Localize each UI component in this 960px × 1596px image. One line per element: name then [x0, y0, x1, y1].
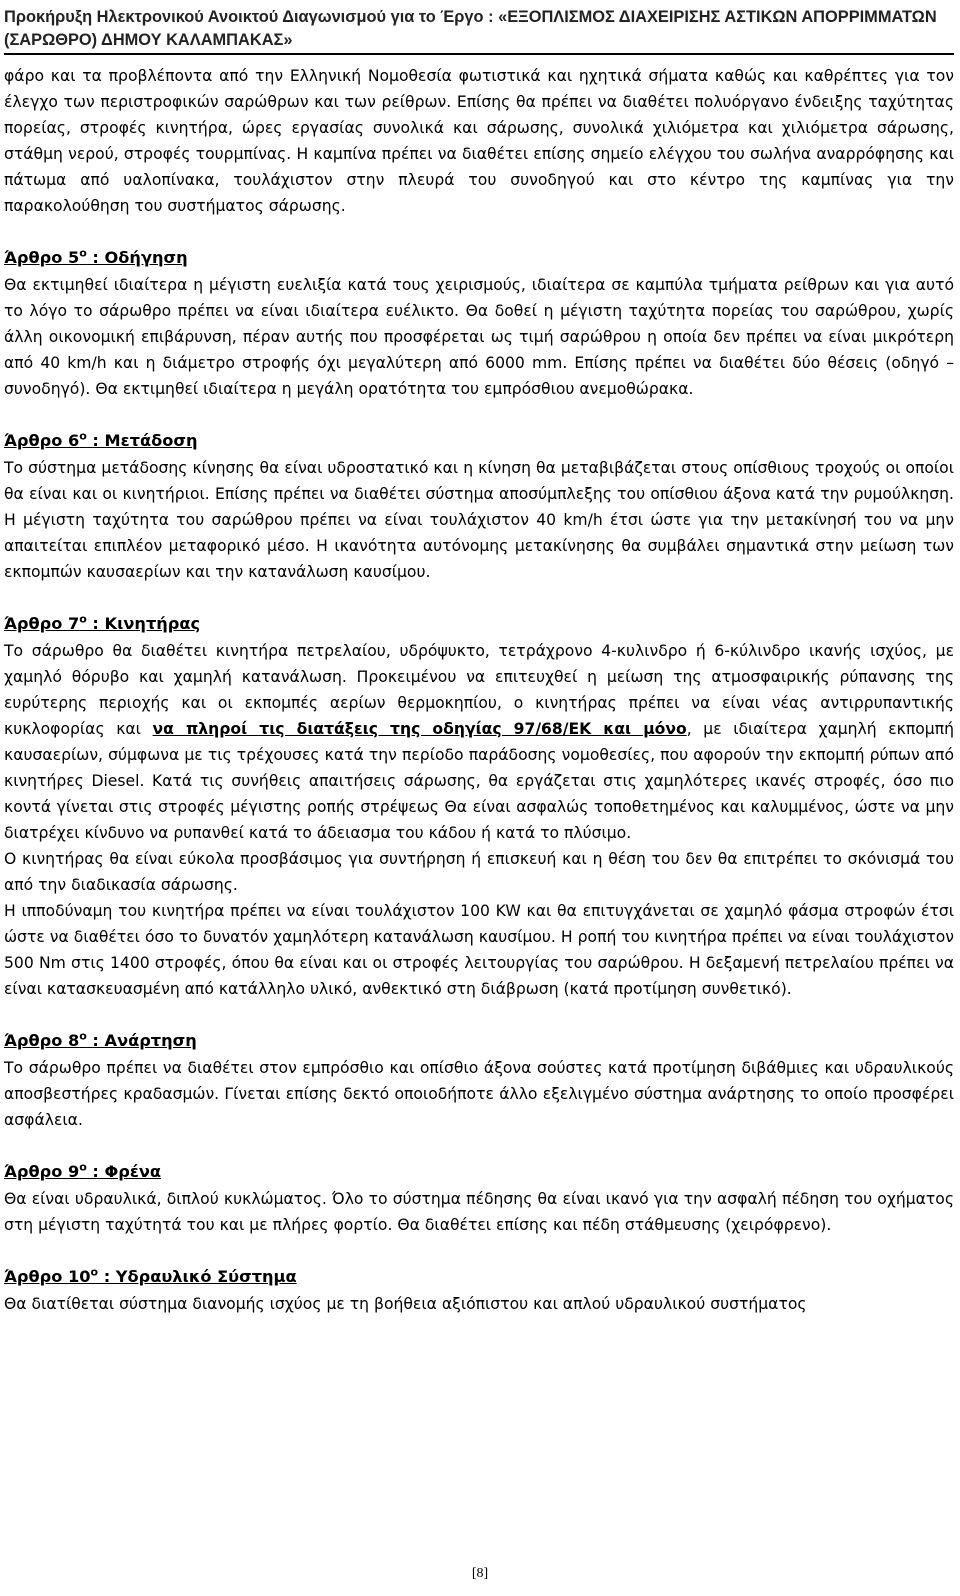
article-10-heading-name: : Υδραυλικό Σύστημα [98, 1267, 297, 1286]
article-5-heading-name: : Οδήγηση [86, 248, 188, 267]
article-7 [4, 611, 954, 1002]
article-10-heading [4, 1264, 954, 1290]
article-5-heading-sup: ο [79, 246, 87, 260]
article-9-heading-name: : Φρένα [86, 1162, 162, 1181]
article-6-heading [4, 428, 954, 454]
intro-paragraph: φάρο και τα προβλέποντα από την Ελληνική Νομοθεσία φωτιστικά και ηχητικά σήματα καθώς και καθρέπτες για τον έλεγχο των περιστροφικών σαρώθρων και των ρείθρων. Επίσης θα πρέπει να διαθέτει πολυόργανο ένδειξης ταχύτητας πορείας, στροφές κινητήρα, ώρες εργασίας συνολικά και σάρωσης, συνολικά χιλιόμετρα και χιλιόμετρα σάρωσης, στάθμη νερού, στροφές τουρμπίνας. Η καμπίνα πρέπει να διαθέτει επίσης σημείο ελέγχου του σωλήνα αναρρόφησης και πάτωμα από υαλοπίνακα, τουλάχιστον στην πλευρά του συνοδηγού και στο κέντρο της καμπίνας για την παρακολούθηση του συστήματος σάρωσης. [4, 67, 954, 215]
article-8-paragraph: Το σάρωθρο πρέπει να διαθέτει στον εμπρόσθιο και οπίσθιο άξονα σούστες κατά προτίμηση διβάθμιες και υδραυλικούς αποσβεστήρες κραδασμών. Γίνεται επίσης δεκτό οποιοδήποτε άλλο εξελιγμένο σύστημα ανάρτησης το οποίο προσφέρει ασφάλεια. [4, 1059, 954, 1129]
article-8-heading-text: Άρθρο 8 [4, 1031, 80, 1050]
article-5-heading-text: Άρθρο 5 [4, 248, 80, 267]
article-8-heading [4, 1028, 954, 1054]
article-8 [4, 1028, 954, 1133]
article-5-heading [4, 245, 954, 271]
article-5 [4, 245, 954, 402]
article-8-heading-sup: ο [79, 1029, 87, 1043]
article-10-heading-sup: ο [90, 1265, 99, 1279]
article-6-paragraph: Το σύστημα μετάδοσης κίνησης θα είναι υδροστατικό και η κίνηση θα μεταβιβάζεται στους οπίσθιους τροχούς οι οποίοι θα είναι και οι κινητήριοι. Επίσης πρέπει να διαθέτει σύστημα αποσύμπλεξης του οπίσθιου άξονα κατά την ρυμούλκηση. Η μέγιστη ταχύτητα του σαρώθρου πρέπει να είναι τουλάχιστον 40 km/h έτσι ώστε για την μετακίνησή του να μην απαιτείται επιπλέον μεταφορικό μέσο. Η ικανότητα αυτόνομης μετακίνησης θα συμβάλει σημαντικά στην μείωση των εκπομπών καυσαερίων και την κατανάλωση καυσίμου. [4, 459, 954, 581]
article-6 [4, 428, 954, 585]
article-7-heading [4, 611, 954, 637]
article-7-paragraph-3: Η ιπποδύναμη του κινητήρα πρέπει να είναι τουλάχιστον 100 KW και θα επιτυγχάνεται σε χαμηλό φάσμα στροφών έτσι ώστε να διαθέτει όσο το δυνατόν χαμηλότερη κατανάλωση καυσίμου. Η ροπή του κινητήρα πρέπει να είναι τουλάχιστον 500 Nm στις 1400 στροφές, όπου θα είναι και οι στροφές λειτουργίας του σαρώθρου. Η δεξαμενή πετρελαίου πρέπει να είναι κατασκευασμένη από κατάλληλο υλικό, ανθεκτικό στη διάβρωση (κατά προτίμηση συνθετικό). [4, 902, 954, 998]
article-6-heading-text: Άρθρο 6 [4, 431, 80, 450]
article-9-heading [4, 1159, 954, 1185]
article-9-heading-sup: ο [79, 1160, 87, 1174]
article-5-paragraph: Θα εκτιμηθεί ιδιαίτερα η μέγιστη ευελιξία κατά τους χειρισμούς, ιδιαίτερα σε καμπύλα τμήματα ρείθρων και για αυτό το λόγο το σάρωθρο πρέπει να είναι ιδιαίτερα ευέλικτο. Θα δοθεί η μέγιστη ταχύτητα πορείας του σαρώθρου, χωρίς άλλη οικονομική επιβάρυνση, πέραν αυτής που προσφέρεται ως τιμή σαρώθρου η οποία δεν πρέπει να είναι μικρότερη από 40 km/h και η διάμετρο στροφής όχι μεγαλύτερη από 6000 mm. Επίσης πρέπει να διαθέτει δύο θέσεις (οδηγό – συνοδηγό). Θα εκτιμηθεί ιδιαίτερα η μεγάλη ορατότητα του εμπρόσθιου ανεμοθώρακα. [4, 276, 954, 398]
article-10-heading-text: Άρθρο 10 [4, 1267, 91, 1286]
article-10 [4, 1264, 954, 1317]
article-7-heading-name: : Κινητήρας [86, 614, 201, 633]
document-body [4, 63, 954, 1317]
page-number: [8] [471, 1566, 489, 1581]
article-8-heading-name: : Ανάρτηση [86, 1031, 197, 1050]
article-7-text-a: Το σάρωθρο θα διαθέτει κινητήρα πετρελαίου, υδρόψυκτο, τετράχρονο 4-κυλινδρο ή 6-κύλινδρο ικανής ισχύος, με χαμηλό θόρυβο και χαμηλή κατανάλωση. Προκειμένου να επιτευχθεί η μείωση της ατμοσφαιρικής ρύπανσης της ευρύτερης περιοχής και οι εκπομπές αερίων θερμοκηπίου, ο κινητήρας πρέπει να είναι νέας αντιρρυπαντικής κυκλοφορίας και [4, 642, 954, 738]
document-header: Προκήρυξη Ηλεκτρονικού Ανοικτού Διαγωνισμού για το Έργο : «ΕΞΟΠΛΙΣΜΟΣ ΔΙΑΧΕΙΡΙΣΗΣ ΑΣΤΙΚΩΝ ΑΠΟΡΡΙΜΜΑΤΩΝ (ΣΑΡΩΘΡΟ) ΔΗΜΟΥ ΚΑΛΑΜΠΑΚΑΣ» [4, 8, 937, 49]
article-6-heading-name: : Μετάδοση [86, 431, 198, 450]
article-10-paragraph: Θα διατίθεται σύστημα διανομής ισχύος με τη βοήθεια αξιόπιστου και απλού υδραυλικού συστήματος [4, 1295, 807, 1313]
article-9-paragraph: Θα είναι υδραυλικά, διπλού κυκλώματος. Όλο το σύστημα πέδησης θα είναι ικανό για την ασφαλή πέδηση του οχήματος στη μέγιστη ταχύτητά του και με πλήρες φορτίο. Θα διαθέτει επίσης και πέδη στάθμευσης (χειρόφρενο). [4, 1190, 954, 1234]
article-6-heading-sup: ο [79, 429, 87, 443]
article-7-paragraph-2: Ο κινητήρας θα είναι εύκολα προσβάσιμος για συντήρηση ή επισκευή και η θέση του δεν θα επιτρέπει το σκόνισμά του από την διαδικασία σάρωσης. [4, 850, 954, 894]
article-7-heading-sup: ο [79, 612, 87, 626]
article-9 [4, 1159, 954, 1238]
directive-emphasis: να πληροί τις διατάξεις της οδηγίας 97/68/ΕΚ και μόνο [152, 720, 687, 738]
article-7-text-b: , με ιδιαίτερα χαμηλή εκπομπή καυσαερίων, σύμφωνα με τις τρέχουσες κατά την περίοδο παράδοσης νομοθεσίες, που αφορούν την εκπομπή ρύπων από κινητήρες Diesel. Κατά τις συνήθεις απαιτήσεις σάρωσης, θα εργάζεται στις χαμηλότερες ικανές στροφές, όσο πιο κοντά γίνεται στις στροφές μέγιστης ροπής στρέψεως Θα είναι ασφαλώς τοποθετημένος και καλυμμένος, ώστε να μην διατρέχει κίνδυνο να ρυπανθεί κατά το άδειασμα του κάδου ή κατά το πλύσιμο. [4, 720, 954, 842]
article-9-heading-text: Άρθρο 9 [4, 1162, 80, 1181]
article-7-heading-text: Άρθρο 7 [4, 614, 80, 633]
header-divider [4, 53, 954, 55]
article-7-paragraph-1 [4, 638, 954, 846]
